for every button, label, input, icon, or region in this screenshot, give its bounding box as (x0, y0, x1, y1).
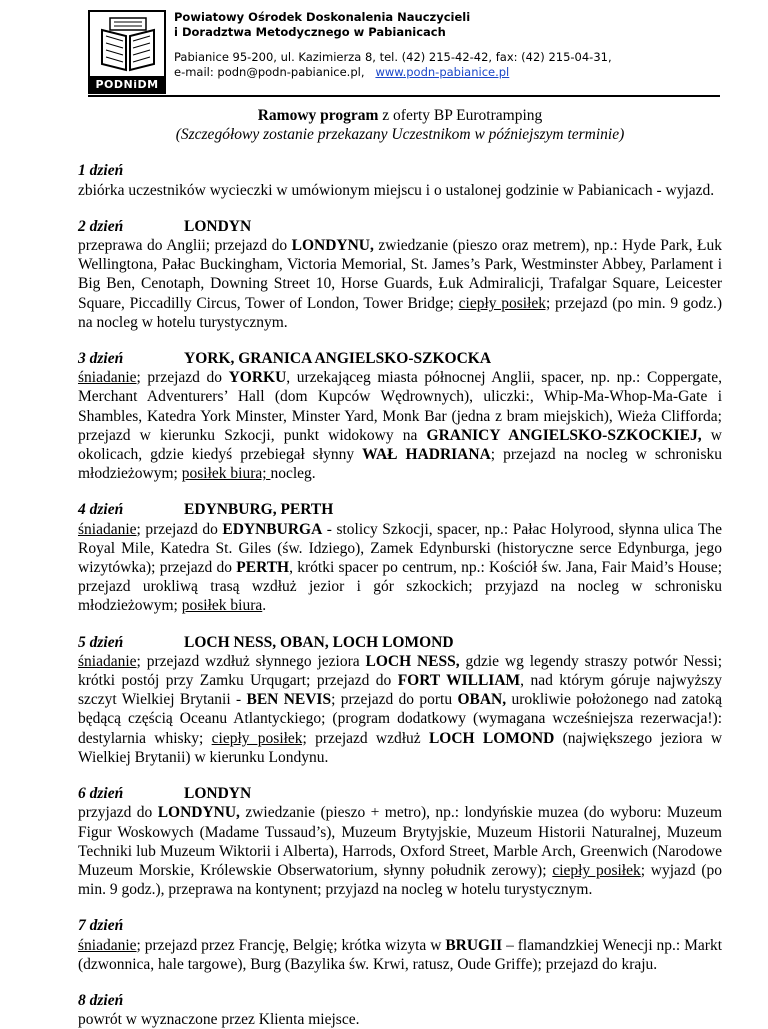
day-2 (78, 217, 722, 332)
page-subtitle: (Szczegółowy zostanie przekazany Uczestnikom w późniejszym terminie) (175, 126, 625, 144)
day-heading: 1 dzień (78, 162, 124, 180)
day-description: śniadanie; przejazd do YORKU, urzekająceg miasta północnej Anglii, spacer, np. np.: Coppergate, Merchant Adventurers’ Hall (dom Kupców Wędrownych), uliczki:, Whip-Ma-Whop-Ma-Gate i Shambles, Katedra York Minster, Minster Yard, Monk Bar (jedna z bram miejskich), Wieża Clifforda; przejazd w kierunku Szkocji, punkt widokowy na GRANICY ANGIELSKO-SZKOCKIEJ, w okolicach, gdzie kiedyś przebiegał słynny WAŁ HADRIANA; przejazd na nocleg w schronisku młodzieżowym; posiłek biura; nocleg. (78, 369, 722, 483)
day-heading: 5 dzień LOCH NESS, OBAN, LOCH LOMOND (78, 633, 454, 651)
org-name-line1: Powiatowy Ośrodek Doskonalenia Nauczycieli (174, 10, 471, 24)
contact-line (174, 65, 612, 80)
open-book-icon (96, 16, 160, 74)
day-description: przeprawa do Anglii; przejazd do LONDYNU, zwiedzanie (pieszo oraz metrem), np.: Hyde Park, Łuk Wellingtona, Pałac Buckingham, Victoria Memorial, St. James’s Park, Westminster Abbey, Parlament i Big Ben, Cenotaph, Downing Street 10, Horse Guards, Łuk Admiralicji, Trafalgar Square, Leicester Square, Piccadilly Circus, Tower of London, Tower Bridge; ciepły posiłek; przejazd (po min. 9 godz.) na nocleg w hotelu turystycznym. (78, 237, 722, 331)
logo-text: PODNiDM (95, 78, 159, 91)
podn-logo (88, 10, 166, 94)
day-7 (78, 916, 722, 974)
day-description: śniadanie; przejazd wzdłuż słynnego jeziora LOCH NESS, gdzie wg legendy straszy potwór Nessi; krótki postój przy Zamku Urqugart; przejazd do FORT WILLIAM, nad którym góruje najwyższy szczyt Wielkiej Brytanii - BEN NEVIS; przejazd do portu OBAN, urokliwie położonego nad zatoką będącą częścią Oceanu Atlantyckiego; (program dodatkowy (wymagana wcześniejsza rezerwacja!): destylarnia whisky; ciepły posiłek; przejazd wzdłuż LOCH LOMOND (największego jeziora w Wielkiej Brytanii) w kierunku Londynu. (78, 652, 723, 766)
day-heading: 4 dzień EDYNBURG, PERTH (78, 501, 334, 519)
day-description: przyjazd do LONDYNU, zwiedzanie (pieszo + metro), np.: londyńskie muzea (do wyboru: Muzeum Figur Woskowych (Madame Tussaud’s), Muzeum Brytyjskie, Muzeum Historii Naturalnej, Muzeum Techniki lub Muzeum Wiktorii i Alberta), Harrods, Oxford Street, Marble Arch, Greenwich (Narodowe Muzeum Morskie, Królewskie Obserwatorium, słynny południk zerowy); ciepły posiłek; wyjazd (po min. 9 godz.), przeprawa na kontynent; przyjazd na nocleg w hotelu turystycznym. (78, 804, 723, 899)
day-description: śniadanie; przejazd przez Francję, Belgię; krótka wizyta w BRUGII – flamandzkiej Wenecji np.: Markt (dzwonnica, hale targowe), Burg (Bazylika św. Krwi, ratusz, Oude Griffe); przejazd do kraju. (78, 936, 722, 973)
day-6 (78, 784, 722, 899)
letterhead (88, 10, 718, 96)
day-5 (78, 633, 722, 767)
address-line: Pabianice 95-200, ul. Kazimierza 8, tel. (42) 215-42-42, fax: (42) 215-04-31, (174, 50, 612, 64)
day-4 (78, 500, 722, 615)
day-heading: 7 dzień (78, 917, 124, 935)
email-text: e-mail: podn@podn-pabianice.pl, (174, 65, 365, 79)
org-name-line2: i Doradztwa Metodycznego w Pabianicach (174, 25, 446, 39)
day-description: zbiórka uczestników wycieczki w umówionym miejscu i o ustalonej godzinie w Pabianicach - wyjazd. (78, 181, 715, 199)
day-3 (78, 349, 722, 483)
day-8 (78, 991, 722, 1029)
day-1 (78, 161, 722, 199)
page-title: Ramowy program z oferty BP Eurotramping (257, 107, 543, 124)
header-rule (88, 95, 720, 97)
day-description: śniadanie; przejazd do EDYNBURGA - stolicy Szkocji, spacer, np.: Pałac Holyrood, słynna ulica The Royal Mile, Katedra St. Giles (św. Idziego), Zamek Edynburski (historyczne serce Edynburga, jego wizytówka); przejazd do PERTH, krótki spacer po centrum, np.: Kościół św. Jana, Fair Maid’s House; przejazd urokliwą trasą wzdłuż jezior i gór szkockich; przyjazd na nocleg w schronisku młodzieżowym; posiłek biura. (78, 520, 723, 615)
website-link[interactable]: www.podn-pabianice.pl (375, 65, 510, 79)
day-heading: 3 dzień YORK, GRANICA ANGIELSKO-SZKOCKA (78, 350, 492, 368)
day-description: powrót w wyznaczone przez Klienta miejsce. (78, 1011, 360, 1029)
letterhead-info (174, 10, 612, 80)
program-content (78, 100, 722, 1029)
day-heading: 8 dzień (78, 991, 124, 1009)
day-heading: 2 dzień LONDYN (78, 217, 252, 235)
day-heading: 6 dzień LONDYN (78, 785, 252, 803)
